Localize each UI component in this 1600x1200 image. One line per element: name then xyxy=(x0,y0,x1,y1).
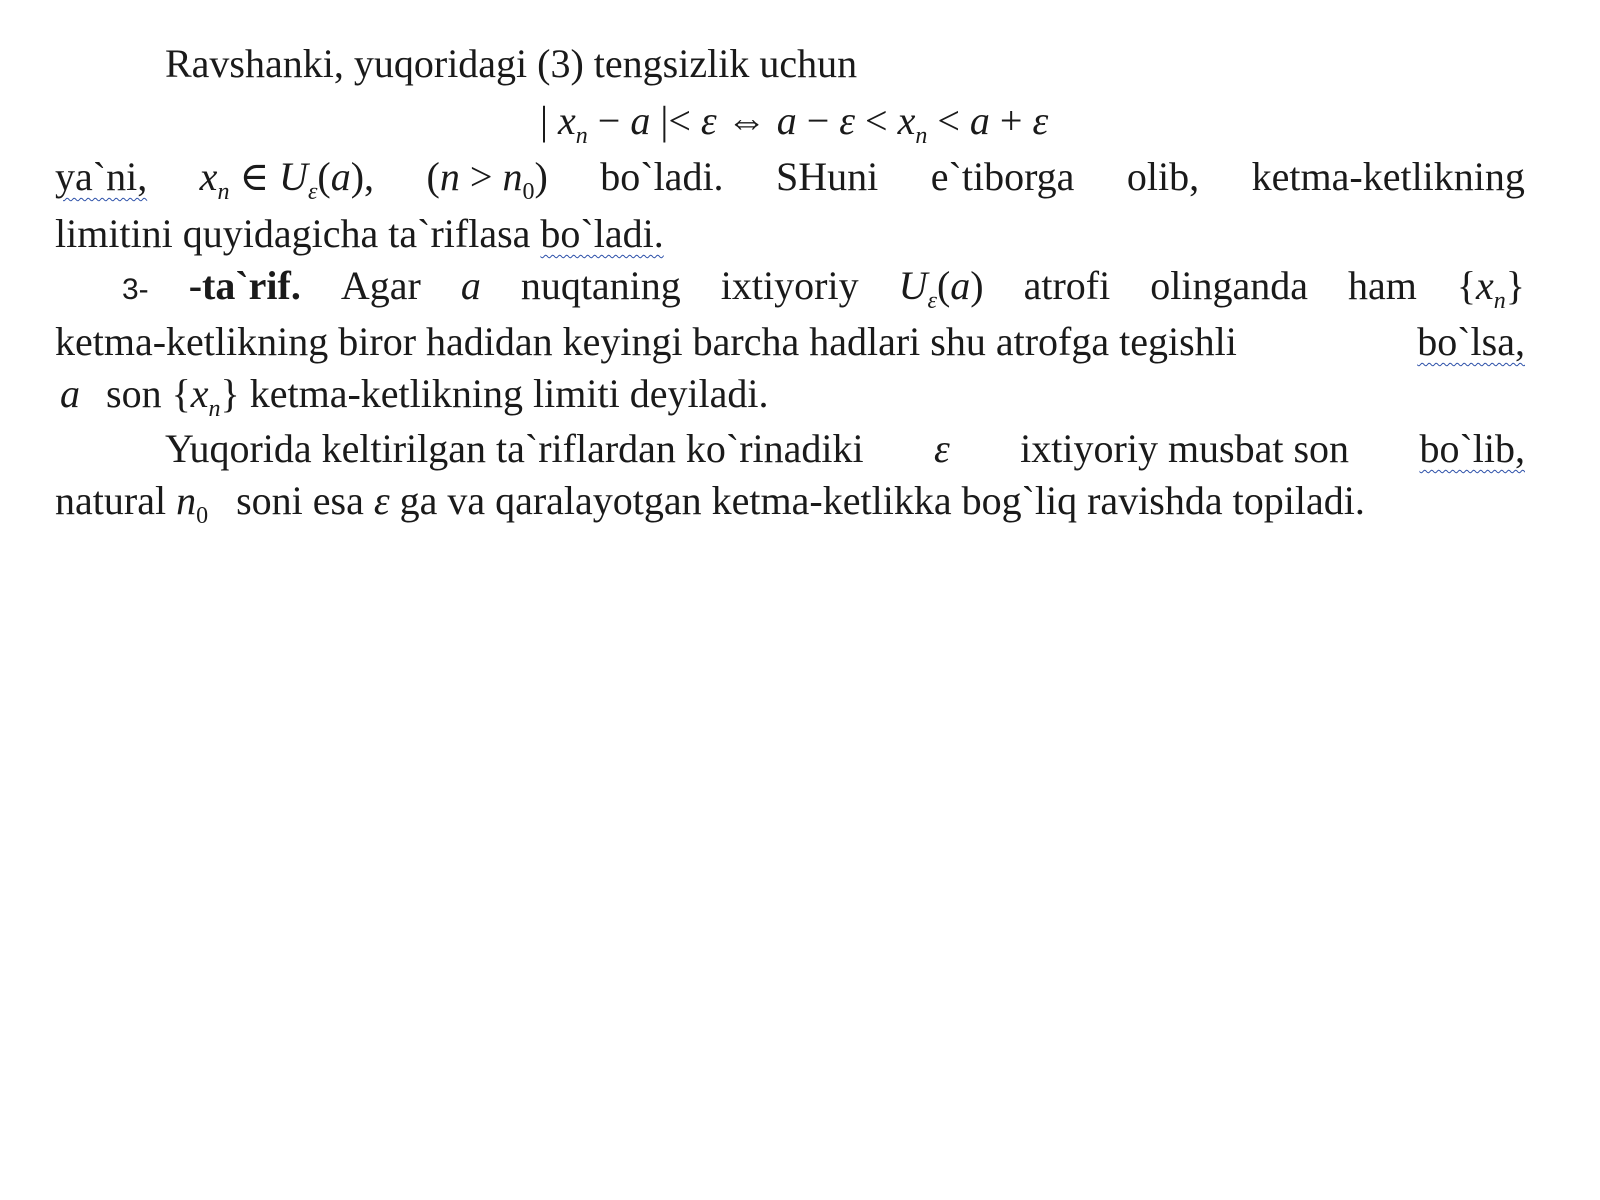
text: ya`ni, xyxy=(55,154,148,199)
formula-sequence: $\{x_n\}$ xyxy=(1456,263,1525,314)
formula-neighborhood: $U_\varepsilon(a)$ xyxy=(898,263,984,314)
paragraph-line-3 xyxy=(55,153,1525,205)
text: olinganda xyxy=(1150,263,1308,308)
text: bo`ladi. xyxy=(540,211,664,256)
text: natural xyxy=(55,478,167,523)
formula-a: a xyxy=(460,263,481,308)
definition-heading xyxy=(122,262,301,314)
text: Agar xyxy=(340,263,421,308)
text: atrofi xyxy=(1023,263,1111,308)
text: ixtiyoriy xyxy=(720,263,859,308)
paragraph-line-6 xyxy=(55,318,1525,366)
text: ga va qaralayotgan ketma-ketlikka bog`liq ravishda topiladi. xyxy=(399,478,1365,523)
text: ketma-ketlikning biror hadidan keyingi barcha hadlari shu atrofga tegishli xyxy=(55,319,1237,364)
text: ixtiyoriy musbat son xyxy=(1020,426,1350,471)
formula-condition: $(n > n_0)$ xyxy=(426,154,548,205)
text: soni esa xyxy=(236,478,364,523)
paragraph-line-1 xyxy=(165,40,1600,88)
definition-line xyxy=(122,262,1525,314)
paragraph-line-8 xyxy=(165,425,1525,473)
text: olib, xyxy=(1126,154,1200,199)
formula-sequence: $\{x_n\}$ xyxy=(171,371,240,422)
text: bo`lsa, xyxy=(1417,319,1525,364)
text: limitini quyidagicha ta`riflasa xyxy=(55,211,531,256)
paragraph-line-4 xyxy=(55,210,1525,258)
text: Ravshanki, yuqoridagi (3) tengsizlik uchun xyxy=(165,41,858,86)
text: ketma-ketlikning xyxy=(1251,154,1525,199)
text: e`tiborga xyxy=(930,154,1075,199)
text: son xyxy=(106,371,162,416)
definition-label: -ta`rif. xyxy=(188,263,301,308)
formula-n0: $n_0$ xyxy=(176,478,209,529)
text: ketma-ketlikning limiti deyiladi. xyxy=(249,371,769,416)
text: bo`lib, xyxy=(1419,426,1525,471)
paragraph-line-9 xyxy=(55,477,1525,529)
text: nuqtaning xyxy=(520,263,681,308)
formula-epsilon: ε xyxy=(373,478,390,523)
formula-membership: $x_n$ ∈ $U_\varepsilon(a)$, xyxy=(199,154,375,205)
formula-epsilon: ε xyxy=(934,426,950,471)
text: ham xyxy=(1347,263,1417,308)
text: Yuqorida keltirilgan ta`riflardan ko`rinadiki xyxy=(165,426,864,471)
paragraph-line-7 xyxy=(60,370,1530,422)
formula-a: a xyxy=(60,371,80,416)
text: bo`ladi. xyxy=(600,154,724,199)
text: SHuni xyxy=(776,154,879,199)
definition-number: 3- xyxy=(122,273,149,306)
formula-inequality: | $x_n - a$ |< ε ⇔ $a - \varepsilon < x_n < a + \varepsilon$ xyxy=(540,98,1049,149)
